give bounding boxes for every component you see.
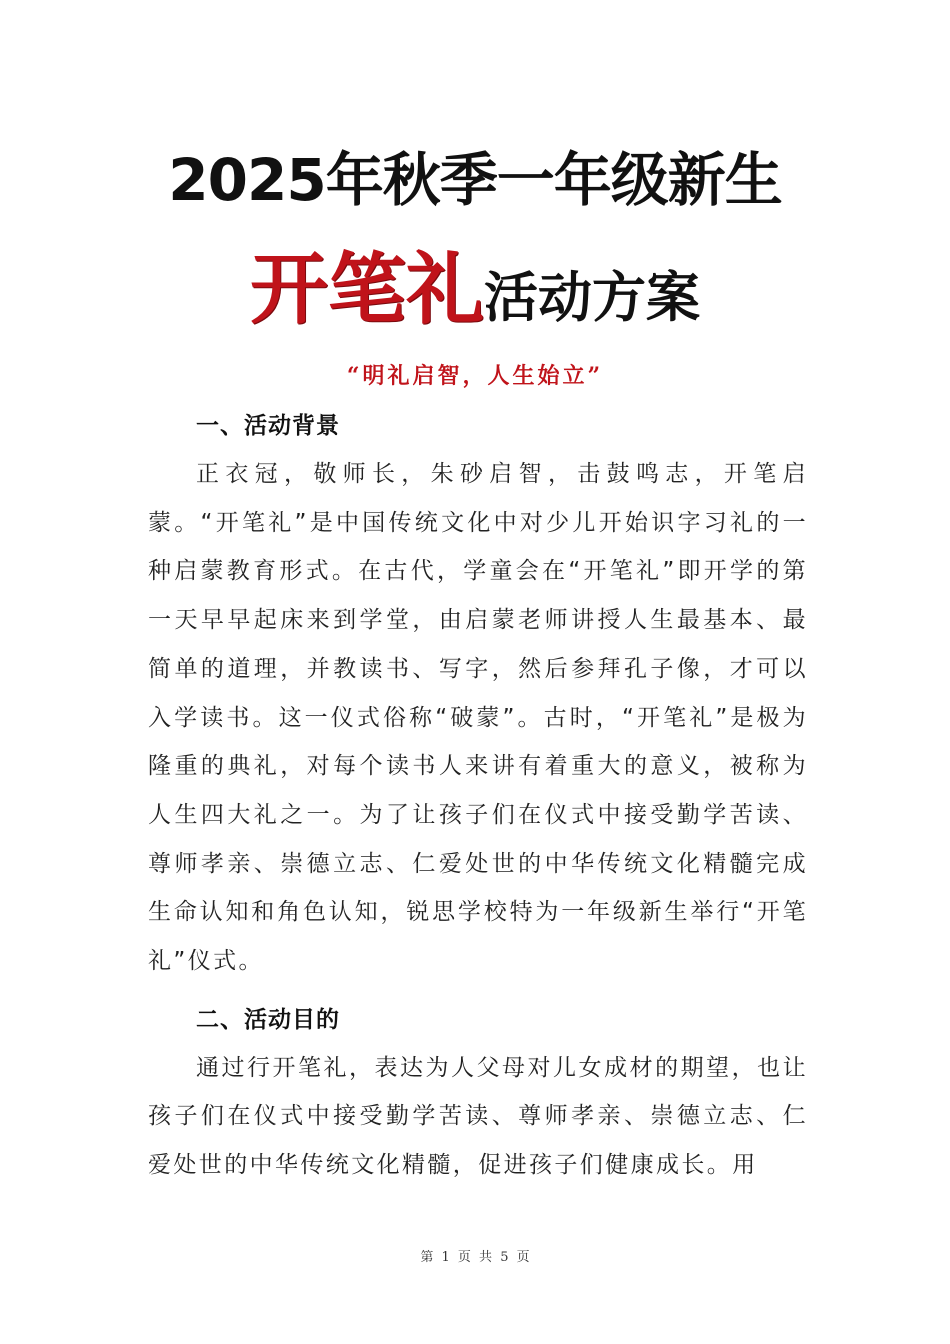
section-heading-purpose: 二、活动目的 [196, 1006, 340, 1033]
section-paragraph-background: 正衣冠，敬师长，朱砂启智，击鼓鸣志，开笔启蒙。“开笔礼”是中国传统文化中对少儿开始识字习礼的一种启蒙教育形式。在古代，学童会在“开笔礼”即开学的第一天早早起床来到学堂，由启蒙老师讲授人生最基本、最简单的道理，并教读书、写字，然后参拜孔子像，才可以入学读书。这一仪式俗称“破蒙”。古时，“开笔礼”是极为隆重的典礼，对每个读书人来讲有着重大的意义，被称为人生四大礼之一。为了让孩子们在仪式中接受勤学苦读、尊师孝亲、崇德立志、仁爱处世的中华传统文化精髓完成生命认知和角色认知，锐思学校特为一年级新生举行“开笔礼”仪式。 [148, 461, 808, 975]
motto: “明礼启智，人生始立” [346, 363, 604, 389]
title-highlight: 开笔礼 [249, 244, 484, 335]
title-suffix: 活动方案 [484, 266, 700, 329]
section-paragraph-purpose: 通过行开笔礼，表达为人父母对儿女成材的期望，也让孩子们在仪式中接受勤学苦读、尊师孝亲、崇德立志、仁爱处世的中华传统文化精髓，促进孩子们健康成长。用 [148, 1054, 808, 1179]
document-body [148, 402, 808, 1200]
title-line-1: 2025年秋季一年级新生 [168, 146, 782, 214]
title-line-2 [0, 240, 950, 361]
page-number: 第 1 页 共 5 页 [420, 1250, 530, 1265]
section-heading-background: 一、活动背景 [196, 413, 340, 439]
